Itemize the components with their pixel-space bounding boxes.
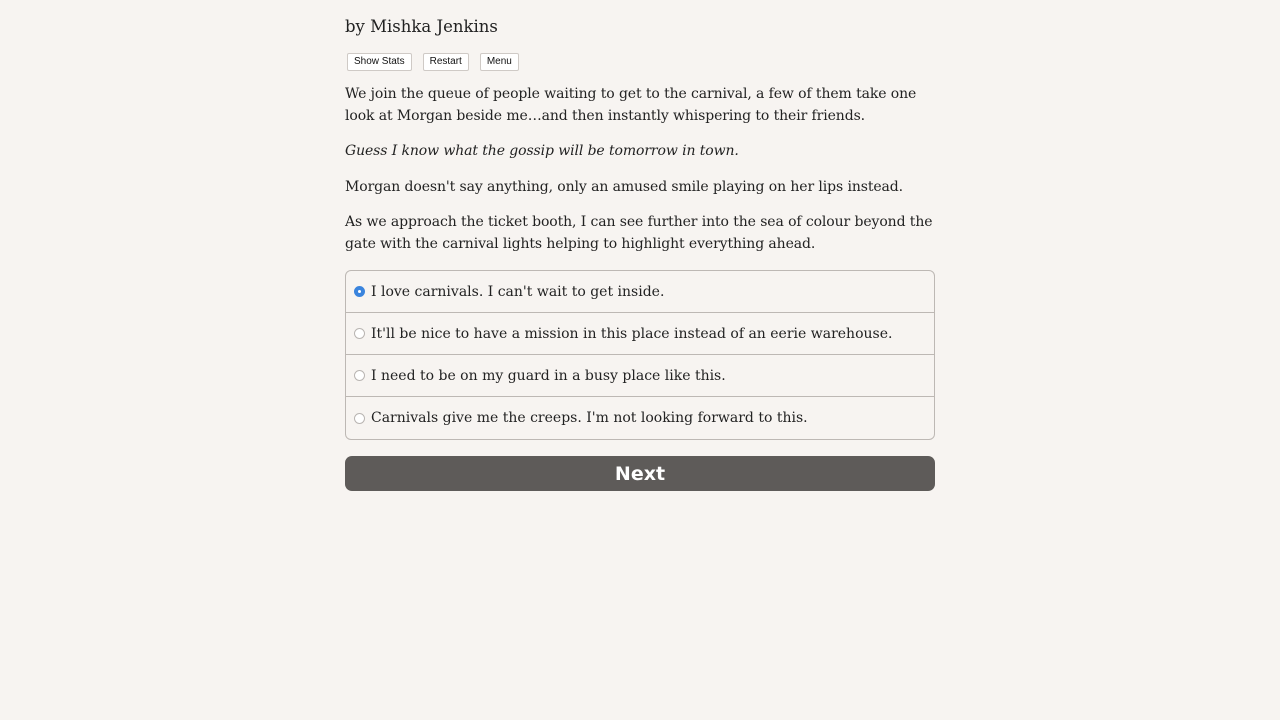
choice-label: I need to be on my guard in a busy place like this. [371, 367, 726, 384]
radio-selected-icon[interactable] [354, 286, 365, 297]
choice-option-2[interactable] [346, 313, 934, 355]
radio-unselected-icon[interactable] [354, 328, 365, 339]
next-button[interactable]: Next [345, 456, 935, 491]
radio-unselected-icon[interactable] [354, 413, 365, 424]
story-passage [345, 84, 935, 269]
choice-label: I love carnivals. I can't wait to get inside. [371, 283, 665, 300]
toolbar [347, 53, 519, 71]
choice-option-1[interactable] [346, 271, 934, 313]
choice-list [345, 270, 935, 440]
radio-unselected-icon[interactable] [354, 370, 365, 381]
passage-paragraph: As we approach the ticket booth, I can see further into the sea of colour beyond the gate with the carnival lights helping to highlight everything ahead. [345, 214, 933, 252]
menu-button[interactable]: Menu [480, 53, 519, 71]
passage-thought: Guess I know what the gossip will be tomorrow in town. [345, 143, 739, 159]
author-byline: by Mishka Jenkins [345, 17, 498, 36]
passage-paragraph: We join the queue of people waiting to get to the carnival, a few of them take one look at Morgan beside me…and then instantly whispering to their friends. [345, 86, 917, 124]
show-stats-button[interactable]: Show Stats [347, 53, 412, 71]
choice-option-4[interactable] [346, 397, 934, 439]
choice-option-3[interactable] [346, 355, 934, 397]
choice-label: It'll be nice to have a mission in this place instead of an eerie warehouse. [371, 325, 893, 342]
restart-button[interactable]: Restart [423, 53, 469, 71]
passage-paragraph: Morgan doesn't say anything, only an amused smile playing on her lips instead. [345, 178, 904, 195]
choice-label: Carnivals give me the creeps. I'm not looking forward to this. [371, 410, 808, 426]
